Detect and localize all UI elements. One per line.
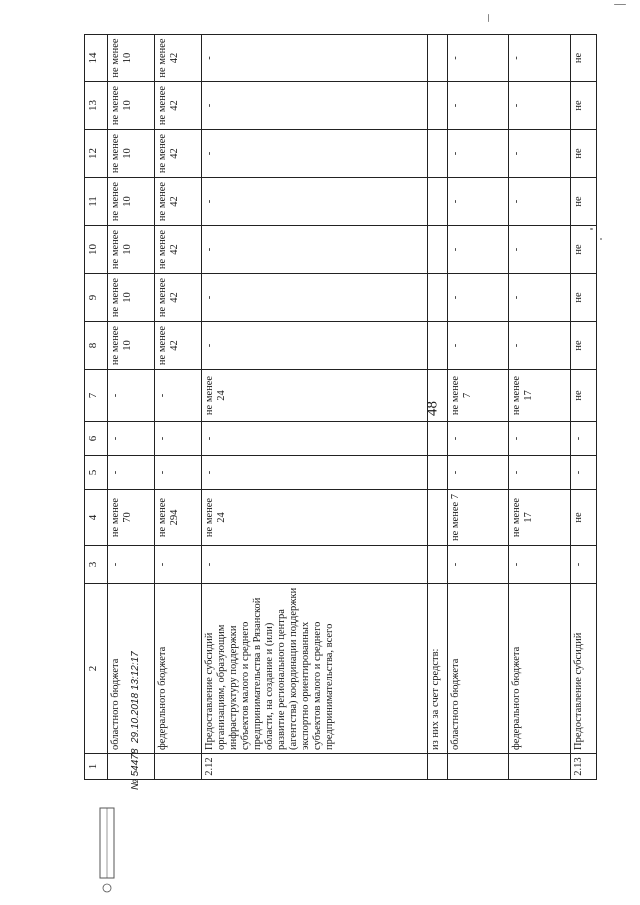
table-cell	[424, 370, 447, 422]
column-header-cell: 8	[85, 322, 108, 370]
table-cell: -	[202, 456, 427, 490]
column-header-cell: 13	[85, 82, 108, 130]
table-cell	[427, 546, 447, 584]
table-cell	[427, 754, 447, 780]
table-cell: -	[107, 546, 154, 584]
table-row	[509, 35, 571, 780]
table-cell: Предоставление субсидий организациям, образующим инфраструктуру поддержки субъектов малого и среднего предпринимательства в Рязанской области, на создание и (или) развитие регионального центра (агентства) координации поддержки экспортно ориентированных субъектов малого и среднего предпринимательства, всего	[202, 584, 427, 754]
table-cell: не	[570, 130, 596, 178]
table-cell: областного бюджета	[447, 584, 509, 754]
table-cell: -	[570, 422, 596, 456]
table-cell: -	[509, 130, 571, 178]
table-cell: -	[570, 546, 596, 584]
table-cell: не менее 24	[202, 370, 427, 422]
table-cell: не	[570, 82, 596, 130]
table-cell	[427, 456, 447, 490]
table-cell: федерального бюджета	[154, 584, 201, 754]
table-cell	[427, 322, 447, 370]
table-cell: -	[202, 546, 427, 584]
column-header-cell: 5	[85, 456, 108, 490]
table-cell: -	[447, 274, 509, 322]
table-cell: не менее 42	[154, 82, 201, 130]
table-cell: -	[570, 456, 596, 490]
table-cell	[427, 82, 447, 130]
table-cell: -	[202, 178, 427, 226]
table-cell: не менее 10	[107, 226, 154, 274]
table-cell: не	[570, 490, 596, 546]
table-cell: не менее 17	[509, 370, 571, 422]
table-row	[427, 35, 447, 780]
table-cell: -	[509, 546, 571, 584]
table-cell: не менее 10	[107, 35, 154, 82]
table-cell: -	[107, 370, 154, 422]
table-cell: -	[509, 322, 571, 370]
table-cell: не менее 70	[107, 490, 154, 546]
table-cell	[427, 422, 447, 456]
table-cell: не менее 10	[107, 178, 154, 226]
doc-datetime: 29.10.2018 13:12:17	[130, 651, 141, 744]
data-table	[84, 34, 597, 780]
column-header-cell: 12	[85, 130, 108, 178]
table-cell: -	[447, 130, 509, 178]
table-cell: не	[570, 226, 596, 274]
table-cell: -	[509, 456, 571, 490]
table-cell: не менее 10	[107, 274, 154, 322]
table-cell: -	[202, 274, 427, 322]
table-cell: -	[202, 226, 427, 274]
table-cell: не	[570, 274, 596, 322]
table-cell	[509, 754, 571, 780]
table-cell: не менее 7	[447, 490, 509, 546]
table-cell: не менее 42	[154, 322, 201, 370]
table-cell	[427, 130, 447, 178]
column-header-cell: 10	[85, 226, 108, 274]
table-cell: -	[154, 370, 201, 422]
table-cell: не менее 10	[107, 322, 154, 370]
table-cell: -	[509, 82, 571, 130]
column-header-cell: 6	[85, 422, 108, 456]
table-cell: не	[570, 322, 596, 370]
table-row	[202, 35, 427, 780]
doc-number: № 54478	[130, 748, 141, 790]
table-cell: -	[447, 322, 509, 370]
table-cell: не	[570, 178, 596, 226]
table-cell	[427, 35, 447, 82]
table-cell: не	[570, 35, 596, 82]
rotated-table-wrapper	[84, 35, 597, 780]
table-cell: -	[202, 422, 427, 456]
scan-speck	[600, 238, 602, 240]
table-cell: -	[509, 422, 571, 456]
table-cell: -	[154, 546, 201, 584]
document-registration-info	[130, 651, 141, 790]
table-cell: -	[107, 456, 154, 490]
column-header-cell: 4	[85, 490, 108, 546]
table-cell	[427, 178, 447, 226]
table-cell: -	[447, 422, 509, 456]
table-cell: -	[447, 178, 509, 226]
table-row	[447, 35, 509, 780]
table-cell: -	[107, 422, 154, 456]
table-cell: -	[509, 226, 571, 274]
table-cell: не менее 10	[107, 130, 154, 178]
table-cell: не менее 17	[509, 490, 571, 546]
table-cell	[447, 754, 509, 780]
table-header-row	[85, 35, 108, 780]
table-row	[570, 35, 596, 780]
table-cell: -	[509, 178, 571, 226]
table-cell: федерального бюджета	[509, 584, 571, 754]
column-header-cell: 2	[85, 584, 108, 754]
column-header-cell: 7	[85, 370, 108, 422]
table-cell: не менее 42	[154, 35, 201, 82]
table-cell: -	[202, 130, 427, 178]
table-cell: не менее 42	[154, 274, 201, 322]
table-cell: -	[202, 322, 427, 370]
table-row	[154, 35, 201, 780]
table-cell: -	[202, 82, 427, 130]
table-cell	[427, 274, 447, 322]
table-cell: не менее 24	[202, 490, 427, 546]
column-header-cell: 14	[85, 35, 108, 82]
table-cell	[154, 754, 201, 780]
table-cell: -	[447, 35, 509, 82]
table-cell: не менее 294	[154, 490, 201, 546]
table-cell: -	[154, 422, 201, 456]
scan-speck	[590, 228, 593, 230]
table-cell: -	[202, 35, 427, 82]
table-cell	[427, 226, 447, 274]
table-cell: 2.13	[570, 754, 596, 780]
scan-speck	[614, 4, 626, 5]
table-cell: -	[509, 274, 571, 322]
column-header-cell: 1	[85, 754, 108, 780]
column-header-cell: 9	[85, 274, 108, 322]
table-cell: -	[509, 35, 571, 82]
column-header-cell: 3	[85, 546, 108, 584]
table-cell: не менее 7	[447, 370, 509, 422]
table-cell: не менее 42	[154, 130, 201, 178]
table-cell: не менее 10	[107, 82, 154, 130]
table-cell: 2.12	[202, 754, 427, 780]
table-cell: -	[447, 546, 509, 584]
table-cell: не	[570, 370, 596, 422]
table-cell: -	[154, 456, 201, 490]
column-header-cell: 11	[85, 178, 108, 226]
table-cell: из них за счет средств:	[427, 584, 447, 754]
page-number: 48	[424, 401, 441, 416]
table-cell: не менее 42	[154, 178, 201, 226]
table-cell: -	[447, 456, 509, 490]
table-cell: областного бюджета	[107, 584, 154, 754]
table-cell	[427, 490, 447, 546]
scan-speck	[488, 14, 489, 22]
table-cell: не менее 42	[154, 226, 201, 274]
table-cell: -	[447, 82, 509, 130]
table-cell: -	[447, 226, 509, 274]
e-government-stamp	[96, 800, 120, 900]
table-cell: Предоставление субсидий	[570, 584, 596, 754]
